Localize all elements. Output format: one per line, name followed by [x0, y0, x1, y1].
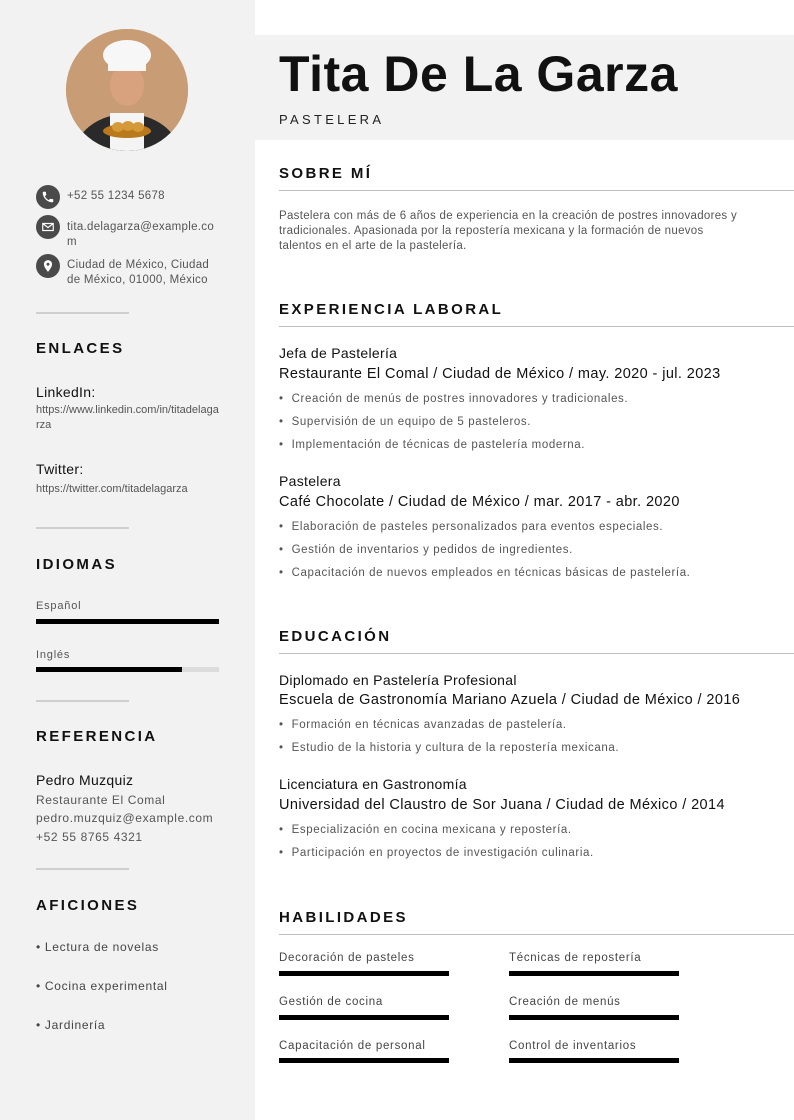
- contact-address: [36, 254, 219, 288]
- education-bullet: • Participación en proyectos de investigación culinaria.: [279, 847, 594, 859]
- skill-bar: [509, 1015, 679, 1020]
- reference-phone: +52 55 8765 4321: [36, 830, 143, 844]
- candidate-name: Tita De La Garza: [279, 46, 678, 102]
- skill-bar: [279, 971, 449, 976]
- language-level-bar: [36, 667, 219, 672]
- education-title: Diplomado en Pastelería Profesional: [279, 672, 517, 688]
- reference-name: Pedro Muzquiz: [36, 772, 134, 788]
- chef-portrait-image: [66, 29, 188, 151]
- education-bullet: • Formación en técnicas avanzadas de pastelería.: [279, 719, 567, 731]
- skill-bar: [279, 1058, 449, 1063]
- section-rule: [279, 190, 794, 191]
- education-meta: Escuela de Gastronomía Mariano Azuela / Ciudad de México / 2016: [279, 692, 741, 708]
- job-bullet: • Creación de menús de postres innovadores y tradicionales.: [279, 393, 628, 405]
- education-bullet: • Especialización en cocina mexicana y repostería.: [279, 824, 572, 836]
- job-bullet: • Capacitación de nuevos empleados en técnicas básicas de pastelería.: [279, 567, 690, 579]
- job-bullet: • Elaboración de pasteles personalizados para eventos especiales.: [279, 521, 663, 533]
- skill-name: Creación de menús: [509, 996, 621, 1008]
- about-text: Pastelera con más de 6 años de experiencia en la creación de postres innovadores y tradicionales. Apasionada por la repostería mexicana y la formación de nuevos talentos en el arte de la pastelería.: [279, 210, 738, 252]
- language-level-bar: [36, 619, 219, 624]
- hobby-item: • Cocina experimental: [36, 979, 168, 993]
- reference-email[interactable]: pedro.muzquiz@example.com: [36, 811, 214, 825]
- reference-company: Restaurante El Comal: [36, 793, 166, 807]
- section-rule: [279, 653, 794, 654]
- skill-name: Gestión de cocina: [279, 996, 383, 1008]
- language-level-fill: [36, 667, 182, 672]
- job-bullet: • Supervisión de un equipo de 5 pasteleros.: [279, 416, 531, 428]
- skill-bar: [279, 1015, 449, 1020]
- sidebar-divider: [36, 527, 129, 529]
- about-heading: SOBRE MÍ: [279, 165, 373, 182]
- skill-fill: [509, 1015, 679, 1020]
- job-title: Jefa de Pastelería: [279, 345, 398, 361]
- reference-heading: REFERENCIA: [36, 728, 158, 745]
- job-meta: Restaurante El Comal / Ciudad de México / may. 2020 - jul. 2023: [279, 366, 721, 382]
- twitter-link[interactable]: https://twitter.com/titadelagarza: [36, 483, 188, 495]
- linkedin-label: LinkedIn:: [36, 384, 96, 400]
- sidebar-divider: [36, 312, 129, 314]
- linkedin-link[interactable]: https://www.linkedin.com/in/titadelagarza: [36, 404, 219, 431]
- phone-icon: [36, 185, 60, 209]
- contact-phone: [36, 185, 219, 209]
- skill-bar: [509, 1058, 679, 1063]
- skill-name: Control de inventarios: [509, 1040, 637, 1052]
- skill-fill: [279, 971, 449, 976]
- language-name: Inglés: [36, 649, 71, 661]
- job-title: Pastelera: [279, 473, 341, 489]
- phone-text: +52 55 1234 5678: [67, 190, 165, 202]
- section-rule: [279, 326, 794, 327]
- avatar: [66, 29, 188, 151]
- links-heading: ENLACES: [36, 340, 125, 357]
- skill-fill: [279, 1015, 449, 1020]
- twitter-label: Twitter:: [36, 461, 84, 477]
- language-level-fill: [36, 619, 219, 624]
- skill-name: Capacitación de personal: [279, 1040, 426, 1052]
- skill-fill: [509, 971, 679, 976]
- education-meta: Universidad del Claustro de Sor Juana / Ciudad de México / 2014: [279, 797, 725, 813]
- skill-fill: [509, 1058, 679, 1063]
- education-heading: EDUCACIÓN: [279, 628, 392, 645]
- experience-heading: EXPERIENCIA LABORAL: [279, 301, 504, 318]
- hobbies-heading: AFICIONES: [36, 897, 140, 914]
- languages-heading: IDIOMAS: [36, 556, 117, 573]
- job-bullet: • Implementación de técnicas de pastelería moderna.: [279, 439, 585, 451]
- skills-heading: HABILIDADES: [279, 909, 408, 926]
- sidebar-divider: [36, 700, 129, 702]
- location-icon: [36, 254, 60, 278]
- sidebar-divider: [36, 868, 129, 870]
- skill-bar: [509, 971, 679, 976]
- section-rule: [279, 934, 794, 935]
- contact-email: [36, 215, 219, 250]
- address-text: Ciudad de México, Ciudad de México, 01000, México: [67, 259, 210, 286]
- education-bullet: • Estudio de la historia y cultura de la repostería mexicana.: [279, 742, 619, 754]
- hobby-item: • Jardinería: [36, 1018, 106, 1032]
- job-meta: Café Chocolate / Ciudad de México / mar. 2017 - abr. 2020: [279, 494, 680, 510]
- skill-name: Decoración de pasteles: [279, 952, 415, 964]
- skill-name: Técnicas de repostería: [509, 952, 642, 964]
- education-title: Licenciatura en Gastronomía: [279, 776, 467, 792]
- hobby-item: • Lectura de novelas: [36, 940, 159, 954]
- candidate-role: PASTELERA: [279, 112, 385, 127]
- email-icon: [36, 215, 60, 239]
- skill-fill: [279, 1058, 449, 1063]
- language-name: Español: [36, 600, 82, 612]
- job-bullet: • Gestión de inventarios y pedidos de ingredientes.: [279, 544, 573, 556]
- email-text[interactable]: tita.delagarza@example.com: [67, 221, 215, 248]
